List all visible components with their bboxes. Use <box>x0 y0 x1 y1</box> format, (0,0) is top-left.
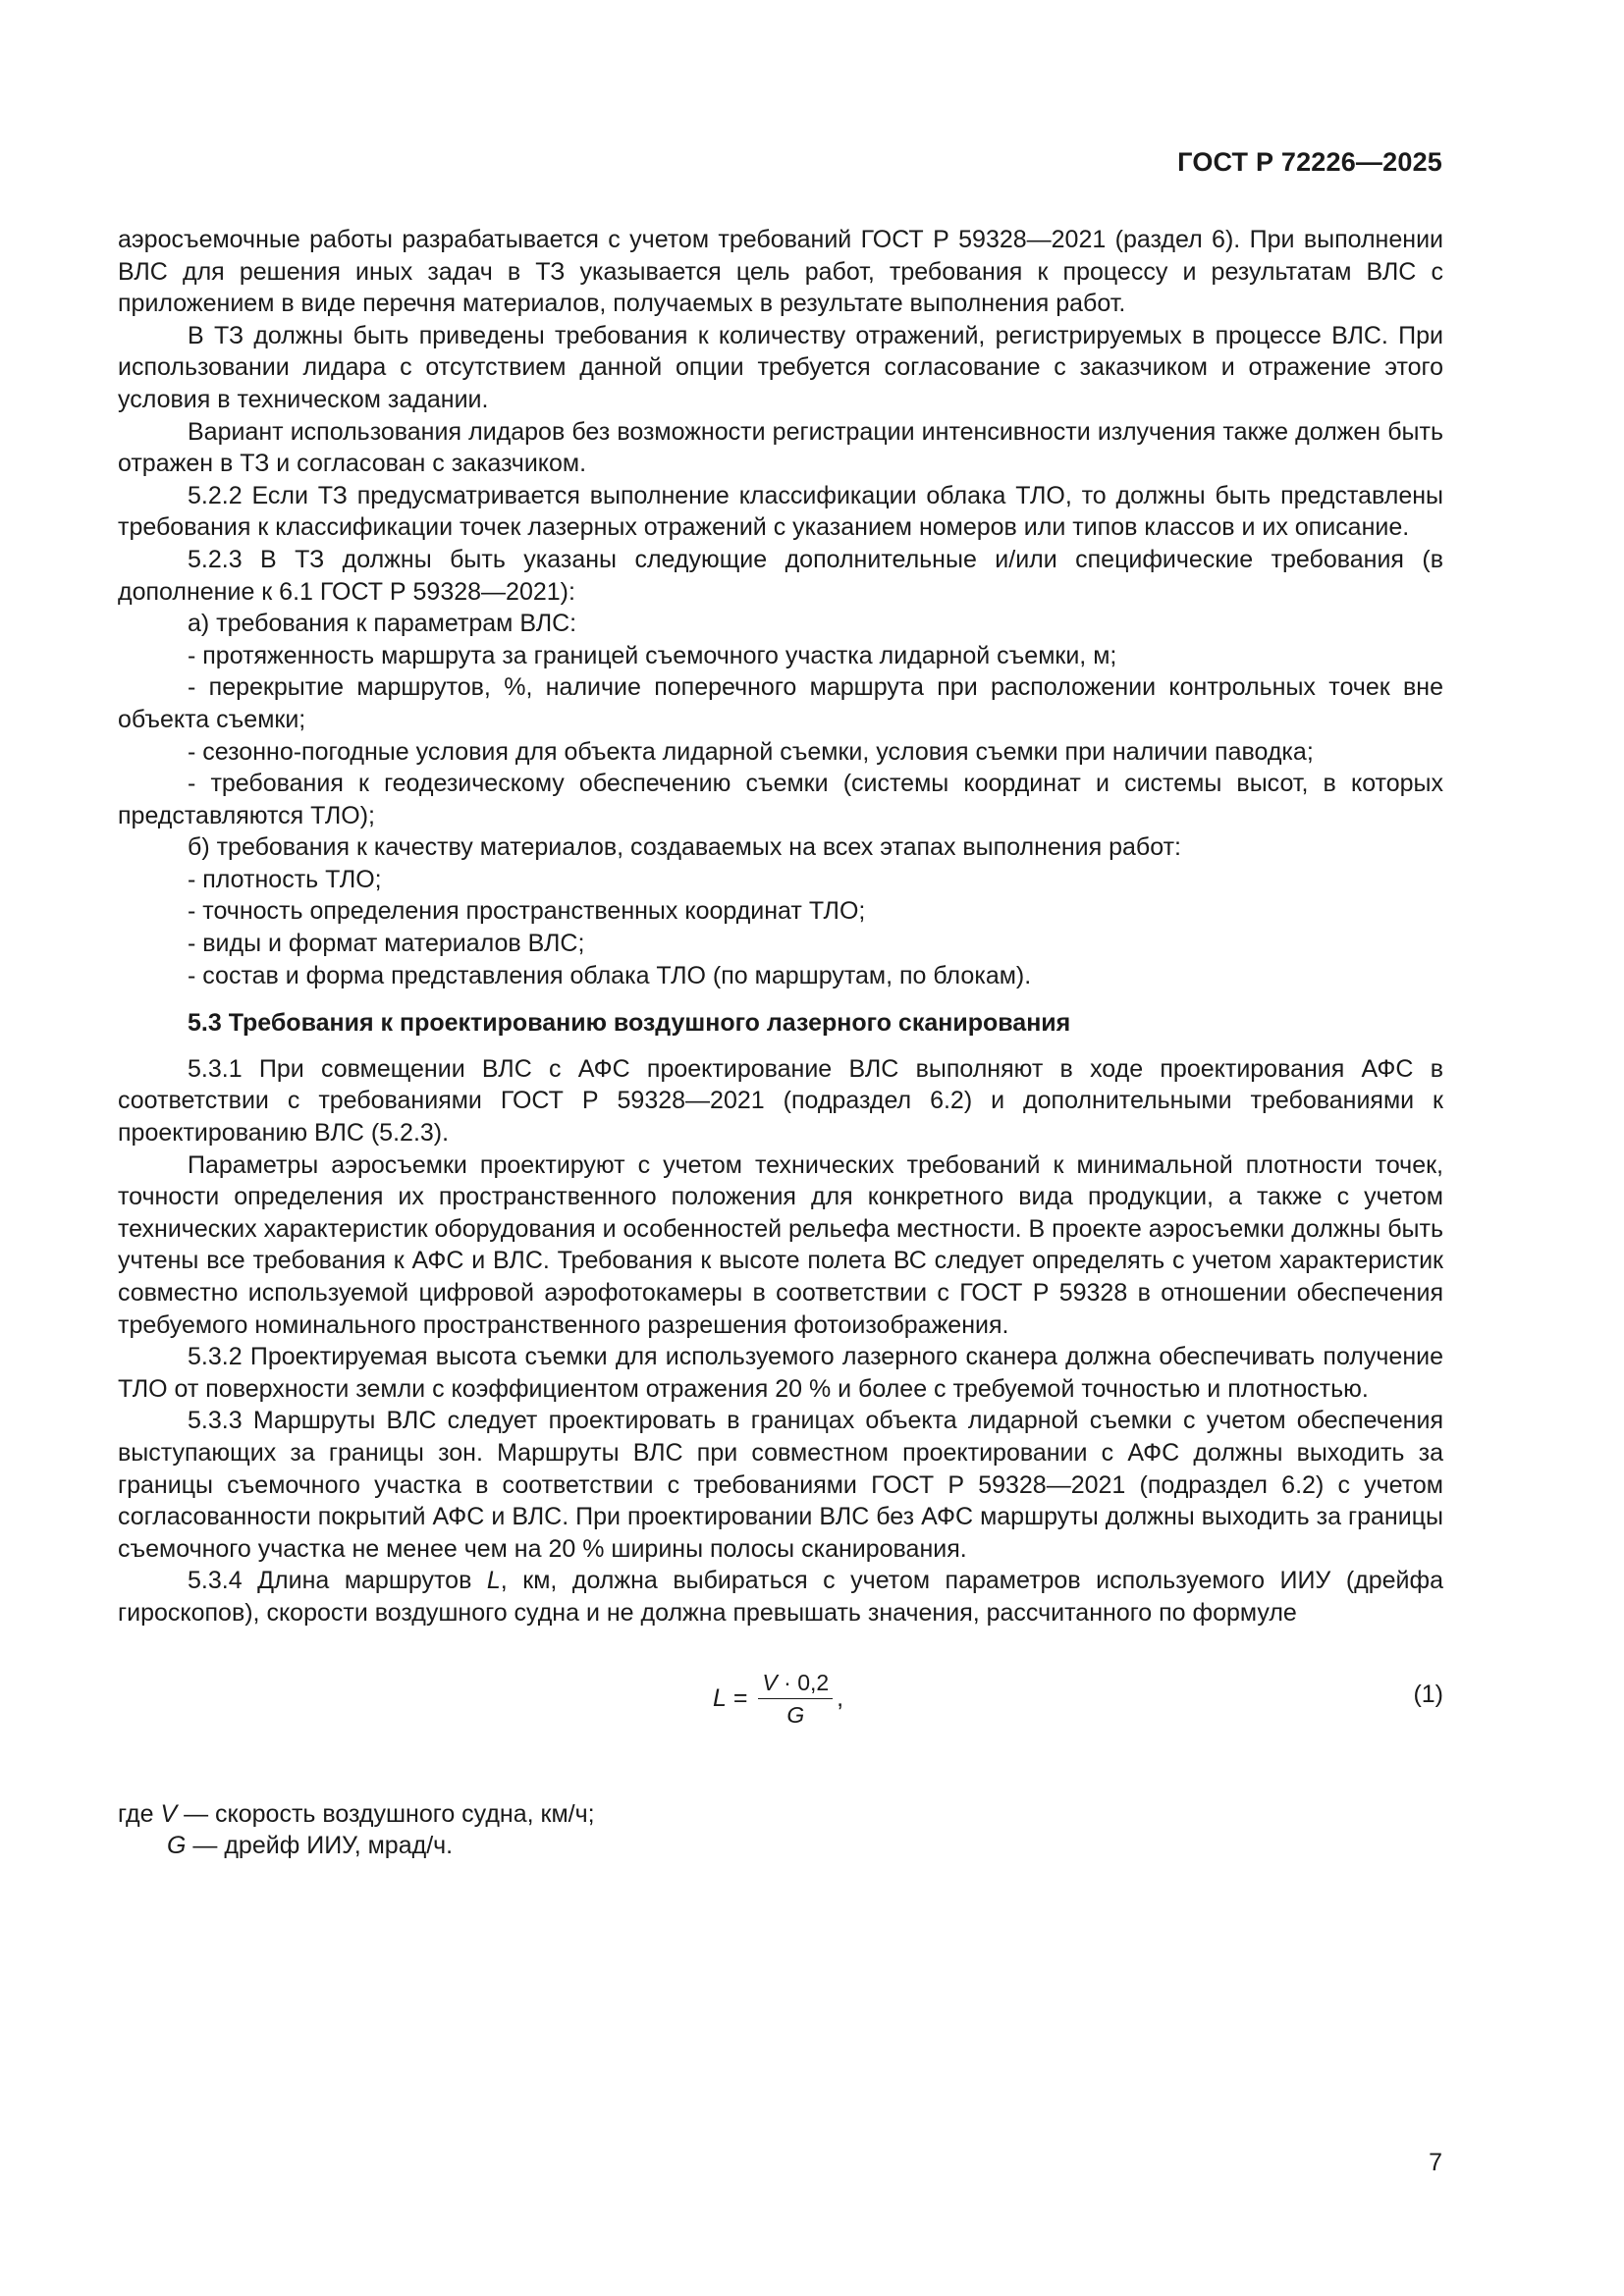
paragraph-intensity: Вариант использования лидаров без возможности регистрации интенсивности излучения также должен быть отражен в ТЗ и согласован с заказчиком. <box>118 417 1443 478</box>
paragraph-survey-parameters: Параметры аэросъемки проектируют с учетом технических требований к минимальной плотности точек, точности определения их пространственного положения для конкретного вида продукции, а также с учетом технических характеристик оборудования и особенностей рельефа местности. В проекте аэросъемки должны быть учтены все требования к АФС и ВЛС. Требования к высоте полета ВС следует определять с учетом характеристик совместно используемой цифровой аэрофотокамеры в соответствии с ГОСТ Р 59328 в отношении обеспечения требуемого номинального пространственного разрешения фотоизображения. <box>118 1150 1443 1339</box>
paragraph-5-2-3: 5.2.3 В ТЗ должны быть указаны следующие дополнительные и/или специфические требования (в дополнение к 6.1 ГОСТ Р 59328—2021): <box>118 545 1443 606</box>
list-a-title: а) требования к параметрам ВЛС: <box>188 610 577 638</box>
where-line-1 <box>118 1798 1443 1831</box>
document-id-header: ГОСТ Р 72226—2025 <box>1177 147 1442 177</box>
formula-numerator <box>758 1669 833 1699</box>
formula-expression <box>713 1669 843 1729</box>
paragraph-5-3-2: 5.3.2 Проектируемая высота съемки для используемого лазерного сканера должна обеспечивать получение ТЛО от поверхности земли с коэффициентом отражения 20 % и более с требуемой точностью и плотностью. <box>118 1343 1443 1403</box>
list-item: - состав и форма представления облака ТЛО (по маршрутам, по блокам). <box>188 961 1032 989</box>
formula-numerator-rest: · 0,2 <box>777 1669 830 1695</box>
list-item: - виды и формат материалов ВЛС; <box>188 930 585 958</box>
equation-number: (1) <box>1413 1680 1443 1708</box>
formula-lhs: L <box>713 1683 727 1712</box>
where-var-v: V <box>160 1799 178 1828</box>
where-line-2 <box>118 1830 1443 1862</box>
list-item: - перекрытие маршрутов, %, наличие поперечного маршрута при расположении контрольных точек вне объекта съемки; <box>118 673 1443 733</box>
paragraph-5-3-4 <box>118 1565 1443 1629</box>
paragraph-5-2-2: 5.2.2 Если ТЗ предусматривается выполнение классификации облака ТЛО, то должны быть представлены требования к классификации точек лазерных отражений с указанием номеров или типов классов и их описание. <box>118 481 1443 542</box>
formula-numerator-var: V <box>762 1669 778 1695</box>
section-heading-5-3: 5.3 Требования к проектированию воздушного лазерного сканирования <box>188 1009 1071 1038</box>
variable-l: L <box>486 1567 501 1595</box>
paragraph-reflections: В ТЗ должны быть приведены требования к количеству отражений, регистрируемых в процессе ВЛС. При использовании лидара с отсутствием данной опции требуется согласование с заказчиком и отражение этого условия в техническом задании. <box>118 321 1443 413</box>
formula-comma: , <box>837 1683 844 1712</box>
where-var-g: G <box>167 1832 187 1860</box>
formula-1 <box>118 1655 1443 1773</box>
document-body <box>118 224 1443 1862</box>
paragraph-5-3-1: 5.3.1 При совмещении ВЛС с АФС проектирование ВЛС выполняют в ходе проектирования АФС в соответствии с требованиями ГОСТ Р 59328—2021 (подраздел 6.2) и дополнительными требованиями к проектированию ВЛС (5.2.3). <box>118 1054 1443 1148</box>
formula-denominator <box>786 1699 804 1729</box>
list-item: - требования к геодезическому обеспечению съемки (системы координат и системы высот, в которых представляются ТЛО); <box>118 770 1443 829</box>
where-desc-v: — скорость воздушного судна, км/ч; <box>177 1799 595 1828</box>
where-desc-g: — дрейф ИИУ, мрад/ч. <box>186 1832 454 1860</box>
list-item: - плотность ТЛО; <box>188 865 382 893</box>
paragraph-5-3-4-pre: 5.3.4 Длина маршрутов <box>188 1567 487 1595</box>
list-item: - протяженность маршрута за границей съемочного участка лидарной съемки, м; <box>188 641 1117 669</box>
list-b-title: б) требования к качеству материалов, создаваемых на всех этапах выполнения работ: <box>188 833 1181 862</box>
paragraph-5-3-4-post: , км, должна выбираться с учетом параметров используемого ИИУ (дрейфа гироскопов), скорости воздушного судна и не должна превышать значения, рассчитанного по формуле <box>118 1567 1443 1627</box>
list-item: - сезонно-погодные условия для объекта лидарной съемки, условия съемки при наличии паводка; <box>188 737 1314 766</box>
formula-equals: = <box>726 1683 755 1712</box>
page-number: 7 <box>1429 2149 1442 2176</box>
formula-denominator-var: G <box>786 1701 805 1728</box>
paragraph-continued: аэросъемочные работы разрабатывается с учетом требований ГОСТ Р 59328—2021 (раздел 6). При выполнении ВЛС для решения иных задач в ТЗ указывается цель работ, требования к процессу и результатам ВЛС с приложением в виде перечня материалов, получаемых в результате выполнения работ. <box>118 226 1443 318</box>
paragraph-5-3-3: 5.3.3 Маршруты ВЛС следует проектировать в границах объекта лидарной съемки с учетом обеспечения выступающих за границы зон. Маршруты ВЛС при совместном проектировании с АФС должны выходить за границы съемочного участка в соответствии с требованиями ГОСТ Р 59328—2021 (подраздел 6.2) с учетом согласованности покрытий АФС и ВЛС. При проектировании ВЛС без АФС маршруты должны выходить за границы съемочного участка не менее чем на 20 % ширины полосы сканирования. <box>118 1407 1443 1563</box>
formula-fraction <box>758 1669 833 1729</box>
list-item: - точность определения пространственных координат ТЛО; <box>188 897 866 926</box>
where-pre: где <box>118 1799 161 1828</box>
